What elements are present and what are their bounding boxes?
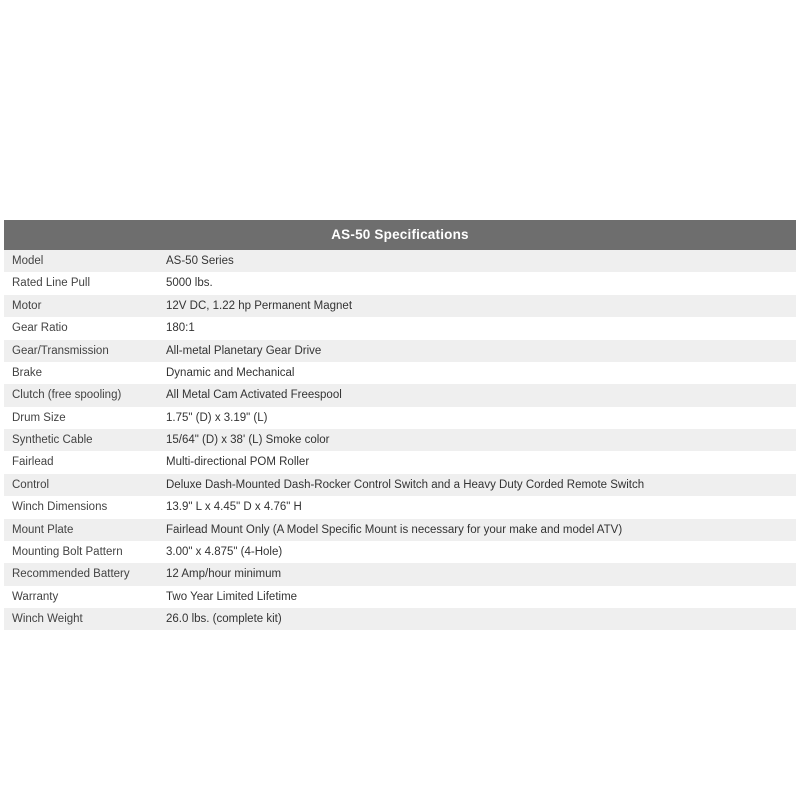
- spec-label: Mount Plate: [4, 519, 158, 541]
- spec-label: Control: [4, 474, 158, 496]
- spec-value: Deluxe Dash-Mounted Dash-Rocker Control Switch and a Heavy Duty Corded Remote Switch: [158, 474, 796, 496]
- spec-label: Gear Ratio: [4, 317, 158, 339]
- table-row: [4, 451, 796, 473]
- spec-value: AS-50 Series: [158, 250, 796, 272]
- spec-value: All Metal Cam Activated Freespool: [158, 384, 796, 406]
- spec-value: All-metal Planetary Gear Drive: [158, 340, 796, 362]
- table-row: [4, 429, 796, 451]
- spec-value: Two Year Limited Lifetime: [158, 586, 796, 608]
- spec-label: Fairlead: [4, 451, 158, 473]
- spec-label: Rated Line Pull: [4, 272, 158, 294]
- table-row: [4, 272, 796, 294]
- table-row: [4, 496, 796, 518]
- table-row: [4, 340, 796, 362]
- spec-label: Clutch (free spooling): [4, 384, 158, 406]
- table-row: [4, 519, 796, 541]
- spec-label: Synthetic Cable: [4, 429, 158, 451]
- spec-value: 180:1: [158, 317, 796, 339]
- table-row: [4, 541, 796, 563]
- spec-value: 15/64" (D) x 38' (L) Smoke color: [158, 429, 796, 451]
- spec-label: Drum Size: [4, 407, 158, 429]
- table-row: [4, 563, 796, 585]
- specifications-table-container: [4, 220, 796, 630]
- spec-value: Dynamic and Mechanical: [158, 362, 796, 384]
- spec-value: 5000 lbs.: [158, 272, 796, 294]
- spec-value: 12 Amp/hour minimum: [158, 563, 796, 585]
- table-row: [4, 608, 796, 630]
- spec-label: Gear/Transmission: [4, 340, 158, 362]
- table-row: [4, 295, 796, 317]
- spec-label: Mounting Bolt Pattern: [4, 541, 158, 563]
- table-row: [4, 384, 796, 406]
- spec-value: 13.9" L x 4.45" D x 4.76" H: [158, 496, 796, 518]
- spec-label: Recommended Battery: [4, 563, 158, 585]
- table-row: [4, 586, 796, 608]
- table-row: [4, 474, 796, 496]
- spec-label: Brake: [4, 362, 158, 384]
- specifications-table: [4, 220, 796, 630]
- spec-label: Winch Weight: [4, 608, 158, 630]
- spec-value: 3.00" x 4.875" (4-Hole): [158, 541, 796, 563]
- table-body: [4, 250, 796, 630]
- table-row: [4, 362, 796, 384]
- spec-label: Motor: [4, 295, 158, 317]
- spec-value: Fairlead Mount Only (A Model Specific Mount is necessary for your make and model ATV): [158, 519, 796, 541]
- spec-value: 1.75" (D) x 3.19" (L): [158, 407, 796, 429]
- table-row: [4, 250, 796, 272]
- table-row: [4, 407, 796, 429]
- spec-label: Warranty: [4, 586, 158, 608]
- spec-label: Model: [4, 250, 158, 272]
- spec-value: 12V DC, 1.22 hp Permanent Magnet: [158, 295, 796, 317]
- table-row: [4, 317, 796, 339]
- spec-value: 26.0 lbs. (complete kit): [158, 608, 796, 630]
- spec-value: Multi-directional POM Roller: [158, 451, 796, 473]
- table-title: AS-50 Specifications: [4, 220, 796, 250]
- spec-label: Winch Dimensions: [4, 496, 158, 518]
